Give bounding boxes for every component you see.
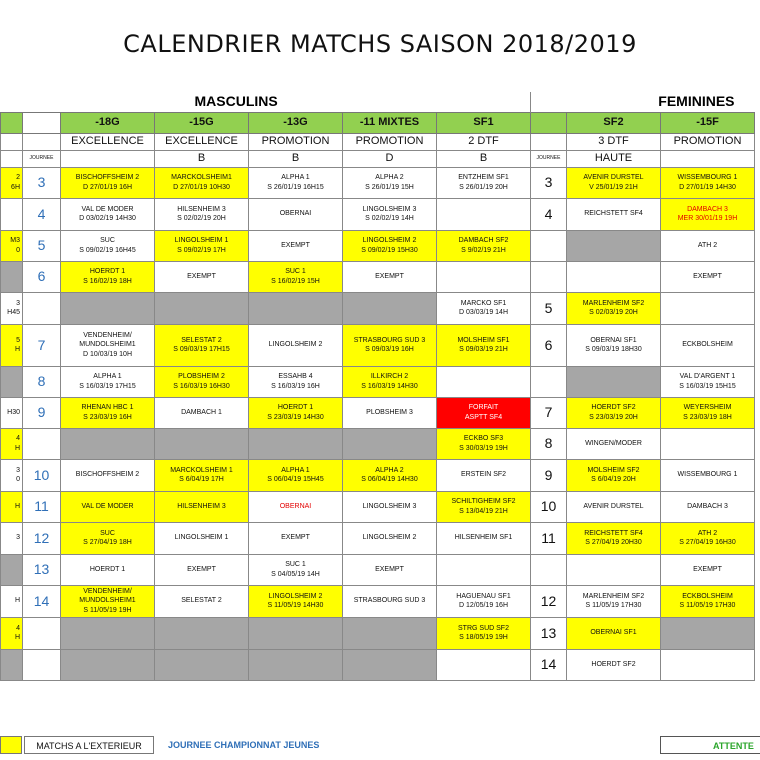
match-sf2 <box>567 554 661 585</box>
cut-cell <box>1 649 23 680</box>
match-m11: EXEMPT <box>343 261 437 292</box>
match-m15: PLOBSHEIM 2 S 16/03/19 16H30 <box>155 366 249 397</box>
schedule-row <box>1 261 755 292</box>
journee-feminines <box>531 261 567 292</box>
schedule-row <box>1 230 755 261</box>
match-f15: WISSEMBOURG 1 D 27/01/19 14H30 <box>661 167 755 198</box>
journee-feminines: 5 <box>531 292 567 324</box>
col-div-f15 <box>661 150 755 167</box>
match-f15 <box>661 292 755 324</box>
match-sf2: HOERDT SF2 S 23/03/19 20H <box>567 397 661 428</box>
cut-cell <box>1 366 23 397</box>
col-div-m18 <box>61 150 155 167</box>
col-div-m13: B <box>249 150 343 167</box>
match-m18: VAL DE MODER D 03/02/19 14H30 <box>61 198 155 230</box>
header-left-cut <box>1 112 23 133</box>
col-head-m18: -18G <box>61 112 155 133</box>
match-m13: ALPHA 1 S 26/01/19 16H15 <box>249 167 343 198</box>
col-div-sf2: HAUTE <box>567 150 661 167</box>
match-sf1 <box>437 554 531 585</box>
match-sf2: HOERDT SF2 <box>567 649 661 680</box>
cut-cell <box>1 198 23 230</box>
match-f15: EXEMPT <box>661 554 755 585</box>
legend-journee: JOURNEE CHAMPIONNAT JEUNES <box>168 740 320 750</box>
schedule-row <box>1 617 755 649</box>
page-title: CALENDRIER MATCHS SAISON 2018/2019 <box>123 30 637 58</box>
match-m11: LINGOLSHEIM 3 S 02/02/19 14H <box>343 198 437 230</box>
match-m15 <box>155 428 249 459</box>
match-m18: HOERDT 1 <box>61 554 155 585</box>
cut-cell: 3 0 <box>1 459 23 491</box>
match-sf2: REICHSTETT SF4 <box>567 198 661 230</box>
journee-feminines <box>531 554 567 585</box>
journee-feminines: 12 <box>531 585 567 617</box>
match-m11: ALPHA 2 S 26/01/19 15H <box>343 167 437 198</box>
col-div-m15: B <box>155 150 249 167</box>
journee-masculins <box>23 649 61 680</box>
match-m15: MARCKOLSHEIM1 D 27/01/19 10H30 <box>155 167 249 198</box>
match-sf2: OBERNAI SF1 S 09/03/19 18H30 <box>567 324 661 366</box>
match-m18: SUC S 27/04/19 18H <box>61 522 155 554</box>
match-f15: WISSEMBOURG 1 <box>661 459 755 491</box>
col-div-m11: D <box>343 150 437 167</box>
match-m11: STRASBOURG SUD 3 S 09/03/19 16H <box>343 324 437 366</box>
journee-label-f: JOURNEE <box>531 150 567 167</box>
col-level-m15: EXCELLENCE <box>155 133 249 150</box>
journee-masculins <box>23 292 61 324</box>
cut-cell: H <box>1 585 23 617</box>
journee-feminines: 11 <box>531 522 567 554</box>
journee-feminines: 13 <box>531 617 567 649</box>
match-m13 <box>249 292 343 324</box>
legend-away-swatch <box>0 736 22 754</box>
match-f15 <box>661 649 755 680</box>
match-f15 <box>661 428 755 459</box>
cut-cell: 4 H <box>1 428 23 459</box>
schedule-row <box>1 428 755 459</box>
match-m18: VAL DE MODER <box>61 491 155 522</box>
match-m13: ALPHA 1 S 06/04/19 15H45 <box>249 459 343 491</box>
match-sf1 <box>437 261 531 292</box>
col-level-m11: PROMOTION <box>343 133 437 150</box>
match-sf1: SCHILTIGHEIM SF2 S 13/04/19 21H <box>437 491 531 522</box>
journee-masculins: 9 <box>23 397 61 428</box>
col-level-f15: PROMOTION <box>661 133 755 150</box>
match-sf2 <box>567 366 661 397</box>
col-head-sf1: SF1 <box>437 112 531 133</box>
match-sf1: ERSTEIN SF2 <box>437 459 531 491</box>
col-head-sf2: SF2 <box>567 112 661 133</box>
match-m15: MARCKOLSHEIM 1 S 6/04/19 17H <box>155 459 249 491</box>
col-level-sf1: 2 DTF <box>437 133 531 150</box>
cut-cell: 4 H <box>1 617 23 649</box>
match-sf2: MARLENHEIM SF2 S 02/03/19 20H <box>567 292 661 324</box>
match-f15: WEYERSHEIM S 23/03/19 18H <box>661 397 755 428</box>
match-sf2: AVENIR DURSTEL V 25/01/19 21H <box>567 167 661 198</box>
schedule-row <box>1 324 755 366</box>
schedule-row <box>1 397 755 428</box>
schedule-table <box>0 92 755 681</box>
match-sf2: MOLSHEIM SF2 S 6/04/19 20H <box>567 459 661 491</box>
match-m13: EXEMPT <box>249 230 343 261</box>
match-m11: PLOBSHEIM 3 <box>343 397 437 428</box>
match-m11 <box>343 617 437 649</box>
schedule-row <box>1 585 755 617</box>
match-m13 <box>249 649 343 680</box>
match-m13: HOERDT 1 S 23/03/19 14H30 <box>249 397 343 428</box>
match-m13: LINGOLSHEIM 2 <box>249 324 343 366</box>
match-sf2: MARLENHEIM SF2 S 11/05/19 17H30 <box>567 585 661 617</box>
cut-cell: H30 <box>1 397 23 428</box>
col-level-m13: PROMOTION <box>249 133 343 150</box>
cut-cell <box>1 554 23 585</box>
match-f15: ATH 2 <box>661 230 755 261</box>
journee-feminines: 6 <box>531 324 567 366</box>
match-m18 <box>61 617 155 649</box>
match-sf2: AVENIR DURSTEL <box>567 491 661 522</box>
match-f15: DAMBACH 3 <box>661 491 755 522</box>
match-sf1: ECKBO SF3 S 30/03/19 19H <box>437 428 531 459</box>
match-sf1: MARCKO SF1 D 03/03/19 14H <box>437 292 531 324</box>
match-m13 <box>249 428 343 459</box>
match-m18: BISCHOFFSHEIM 2 <box>61 459 155 491</box>
match-m11: LINGOLSHEIM 3 <box>343 491 437 522</box>
match-m18: VENDENHEIM/ MUNDOLSHEIM1 D 10/03/19 10H <box>61 324 155 366</box>
match-m18: HOERDT 1 S 16/02/19 18H <box>61 261 155 292</box>
journee-masculins: 3 <box>23 167 61 198</box>
journee-masculins <box>23 428 61 459</box>
match-sf1: FORFAIT ASPTT SF4 <box>437 397 531 428</box>
cut-cell <box>1 261 23 292</box>
match-m13: OBERNAI <box>249 198 343 230</box>
match-sf2 <box>567 230 661 261</box>
match-m13: LINGOLSHEIM 2 S 11/05/19 14H30 <box>249 585 343 617</box>
match-m13 <box>249 617 343 649</box>
match-m18: RHENAN HBC 1 S 23/03/19 16H <box>61 397 155 428</box>
match-m15: HILSENHEIM 3 S 02/02/19 20H <box>155 198 249 230</box>
match-f15: VAL D'ARGENT 1 S 16/03/19 15H15 <box>661 366 755 397</box>
match-m18: ALPHA 1 S 16/03/19 17H15 <box>61 366 155 397</box>
schedule-row <box>1 459 755 491</box>
journee-masculins: 12 <box>23 522 61 554</box>
journee-masculins <box>23 617 61 649</box>
match-f15: EXEMPT <box>661 261 755 292</box>
match-f15: ECKBOLSHEIM S 11/05/19 17H30 <box>661 585 755 617</box>
schedule-row <box>1 522 755 554</box>
journee-feminines: 9 <box>531 459 567 491</box>
match-m15 <box>155 649 249 680</box>
match-m18: BISCHOFFSHEIM 2 D 27/01/19 16H <box>61 167 155 198</box>
match-sf2: WINGEN/MODER <box>567 428 661 459</box>
match-m15: DAMBACH 1 <box>155 397 249 428</box>
journee-feminines: 14 <box>531 649 567 680</box>
match-sf1: HAGUENAU SF1 D 12/05/19 16H <box>437 585 531 617</box>
match-sf1: STRG SUD SF2 S 18/05/19 19H <box>437 617 531 649</box>
cut-cell: M3 0 <box>1 230 23 261</box>
col-level-sf2: 3 DTF <box>567 133 661 150</box>
journee-masculins: 6 <box>23 261 61 292</box>
match-m13: SUC 1 S 16/02/19 15H <box>249 261 343 292</box>
journee-feminines <box>531 230 567 261</box>
col-div-sf1: B <box>437 150 531 167</box>
journee-masculins: 13 <box>23 554 61 585</box>
match-sf1: HILSENHEIM SF1 <box>437 522 531 554</box>
cut-cell: 3 <box>1 522 23 554</box>
col-head-m13: -13G <box>249 112 343 133</box>
col-head-f15: -15F <box>661 112 755 133</box>
match-m13: SUC 1 S 04/05/19 14H <box>249 554 343 585</box>
journee-masculins: 8 <box>23 366 61 397</box>
match-sf1 <box>437 366 531 397</box>
cut-cell: H <box>1 491 23 522</box>
match-m15: EXEMPT <box>155 261 249 292</box>
match-m11 <box>343 428 437 459</box>
match-m11: LINGOLSHEIM 2 <box>343 522 437 554</box>
match-m15: LINGOLSHEIM 1 <box>155 522 249 554</box>
match-sf1: ENTZHEIM SF1 S 26/01/19 20H <box>437 167 531 198</box>
match-sf2: OBERNAI SF1 <box>567 617 661 649</box>
legend-attente: ATTENTE <box>660 736 760 754</box>
match-m13: EXEMPT <box>249 522 343 554</box>
journee-feminines: 3 <box>531 167 567 198</box>
match-m11: EXEMPT <box>343 554 437 585</box>
match-sf1 <box>437 649 531 680</box>
legend-away-label: MATCHS A L'EXTERIEUR <box>24 736 154 754</box>
match-m11 <box>343 649 437 680</box>
match-m18 <box>61 428 155 459</box>
match-m15 <box>155 292 249 324</box>
journee-masculins: 4 <box>23 198 61 230</box>
feminines-title: FEMININES <box>658 93 735 110</box>
match-m18 <box>61 649 155 680</box>
match-m15: SELESTAT 2 S 09/03/19 17H15 <box>155 324 249 366</box>
col-head-m11: -11 MIXTES <box>343 112 437 133</box>
schedule-row <box>1 198 755 230</box>
match-sf2 <box>567 261 661 292</box>
match-m11: STRASBOURG SUD 3 <box>343 585 437 617</box>
journee-masculins: 14 <box>23 585 61 617</box>
cut-cell: 2 6H <box>1 167 23 198</box>
schedule-row <box>1 366 755 397</box>
match-m13: OBERNAI <box>249 491 343 522</box>
cut-cell: 5 H <box>1 324 23 366</box>
match-m15: LINGOLSHEIM 1 S 09/02/19 17H <box>155 230 249 261</box>
match-f15: ECKBOLSHEIM <box>661 324 755 366</box>
match-sf1: MOLSHEIM SF1 S 09/03/19 21H <box>437 324 531 366</box>
match-f15: ATH 2 S 27/04/19 16H30 <box>661 522 755 554</box>
journee-masculins: 10 <box>23 459 61 491</box>
journee-masculins: 5 <box>23 230 61 261</box>
journee-feminines: 7 <box>531 397 567 428</box>
match-sf1 <box>437 198 531 230</box>
journee-masculins: 7 <box>23 324 61 366</box>
match-m11 <box>343 292 437 324</box>
journee-masculins: 11 <box>23 491 61 522</box>
col-level-m18: EXCELLENCE <box>61 133 155 150</box>
match-m18 <box>61 292 155 324</box>
match-m11: ALPHA 2 S 06/04/19 14H30 <box>343 459 437 491</box>
cut-cell: 3 H45 <box>1 292 23 324</box>
match-m15 <box>155 617 249 649</box>
journee-feminines: 10 <box>531 491 567 522</box>
match-m11: ILLKIRCH 2 S 16/03/19 14H30 <box>343 366 437 397</box>
match-sf2: REICHSTETT SF4 S 27/04/19 20H30 <box>567 522 661 554</box>
match-f15 <box>661 617 755 649</box>
match-sf1: DAMBACH SF2 S 9/02/19 21H <box>437 230 531 261</box>
journee-label: JOURNEE <box>23 150 61 167</box>
masculins-title: MASCULINS <box>194 93 278 110</box>
col-head-m15: -15G <box>155 112 249 133</box>
match-m11: LINGOLSHEIM 2 S 09/02/19 15H30 <box>343 230 437 261</box>
match-m18: VENDENHEIM/ MUNDOLSHEIM1 S 11/05/19 19H <box>61 585 155 617</box>
schedule-row <box>1 491 755 522</box>
schedule-sheet <box>0 92 755 681</box>
match-m18: SUC S 09/02/19 16H45 <box>61 230 155 261</box>
match-m15: HILSENHEIM 3 <box>155 491 249 522</box>
schedule-row <box>1 167 755 198</box>
journee-feminines <box>531 366 567 397</box>
match-m13: ESSAHB 4 S 16/03/19 16H <box>249 366 343 397</box>
schedule-row <box>1 292 755 324</box>
match-m15: EXEMPT <box>155 554 249 585</box>
journee-feminines: 4 <box>531 198 567 230</box>
match-m15: SELESTAT 2 <box>155 585 249 617</box>
journee-feminines: 8 <box>531 428 567 459</box>
match-f15: DAMBACH 3 MER 30/01/19 19H <box>661 198 755 230</box>
schedule-row <box>1 649 755 680</box>
schedule-row <box>1 554 755 585</box>
